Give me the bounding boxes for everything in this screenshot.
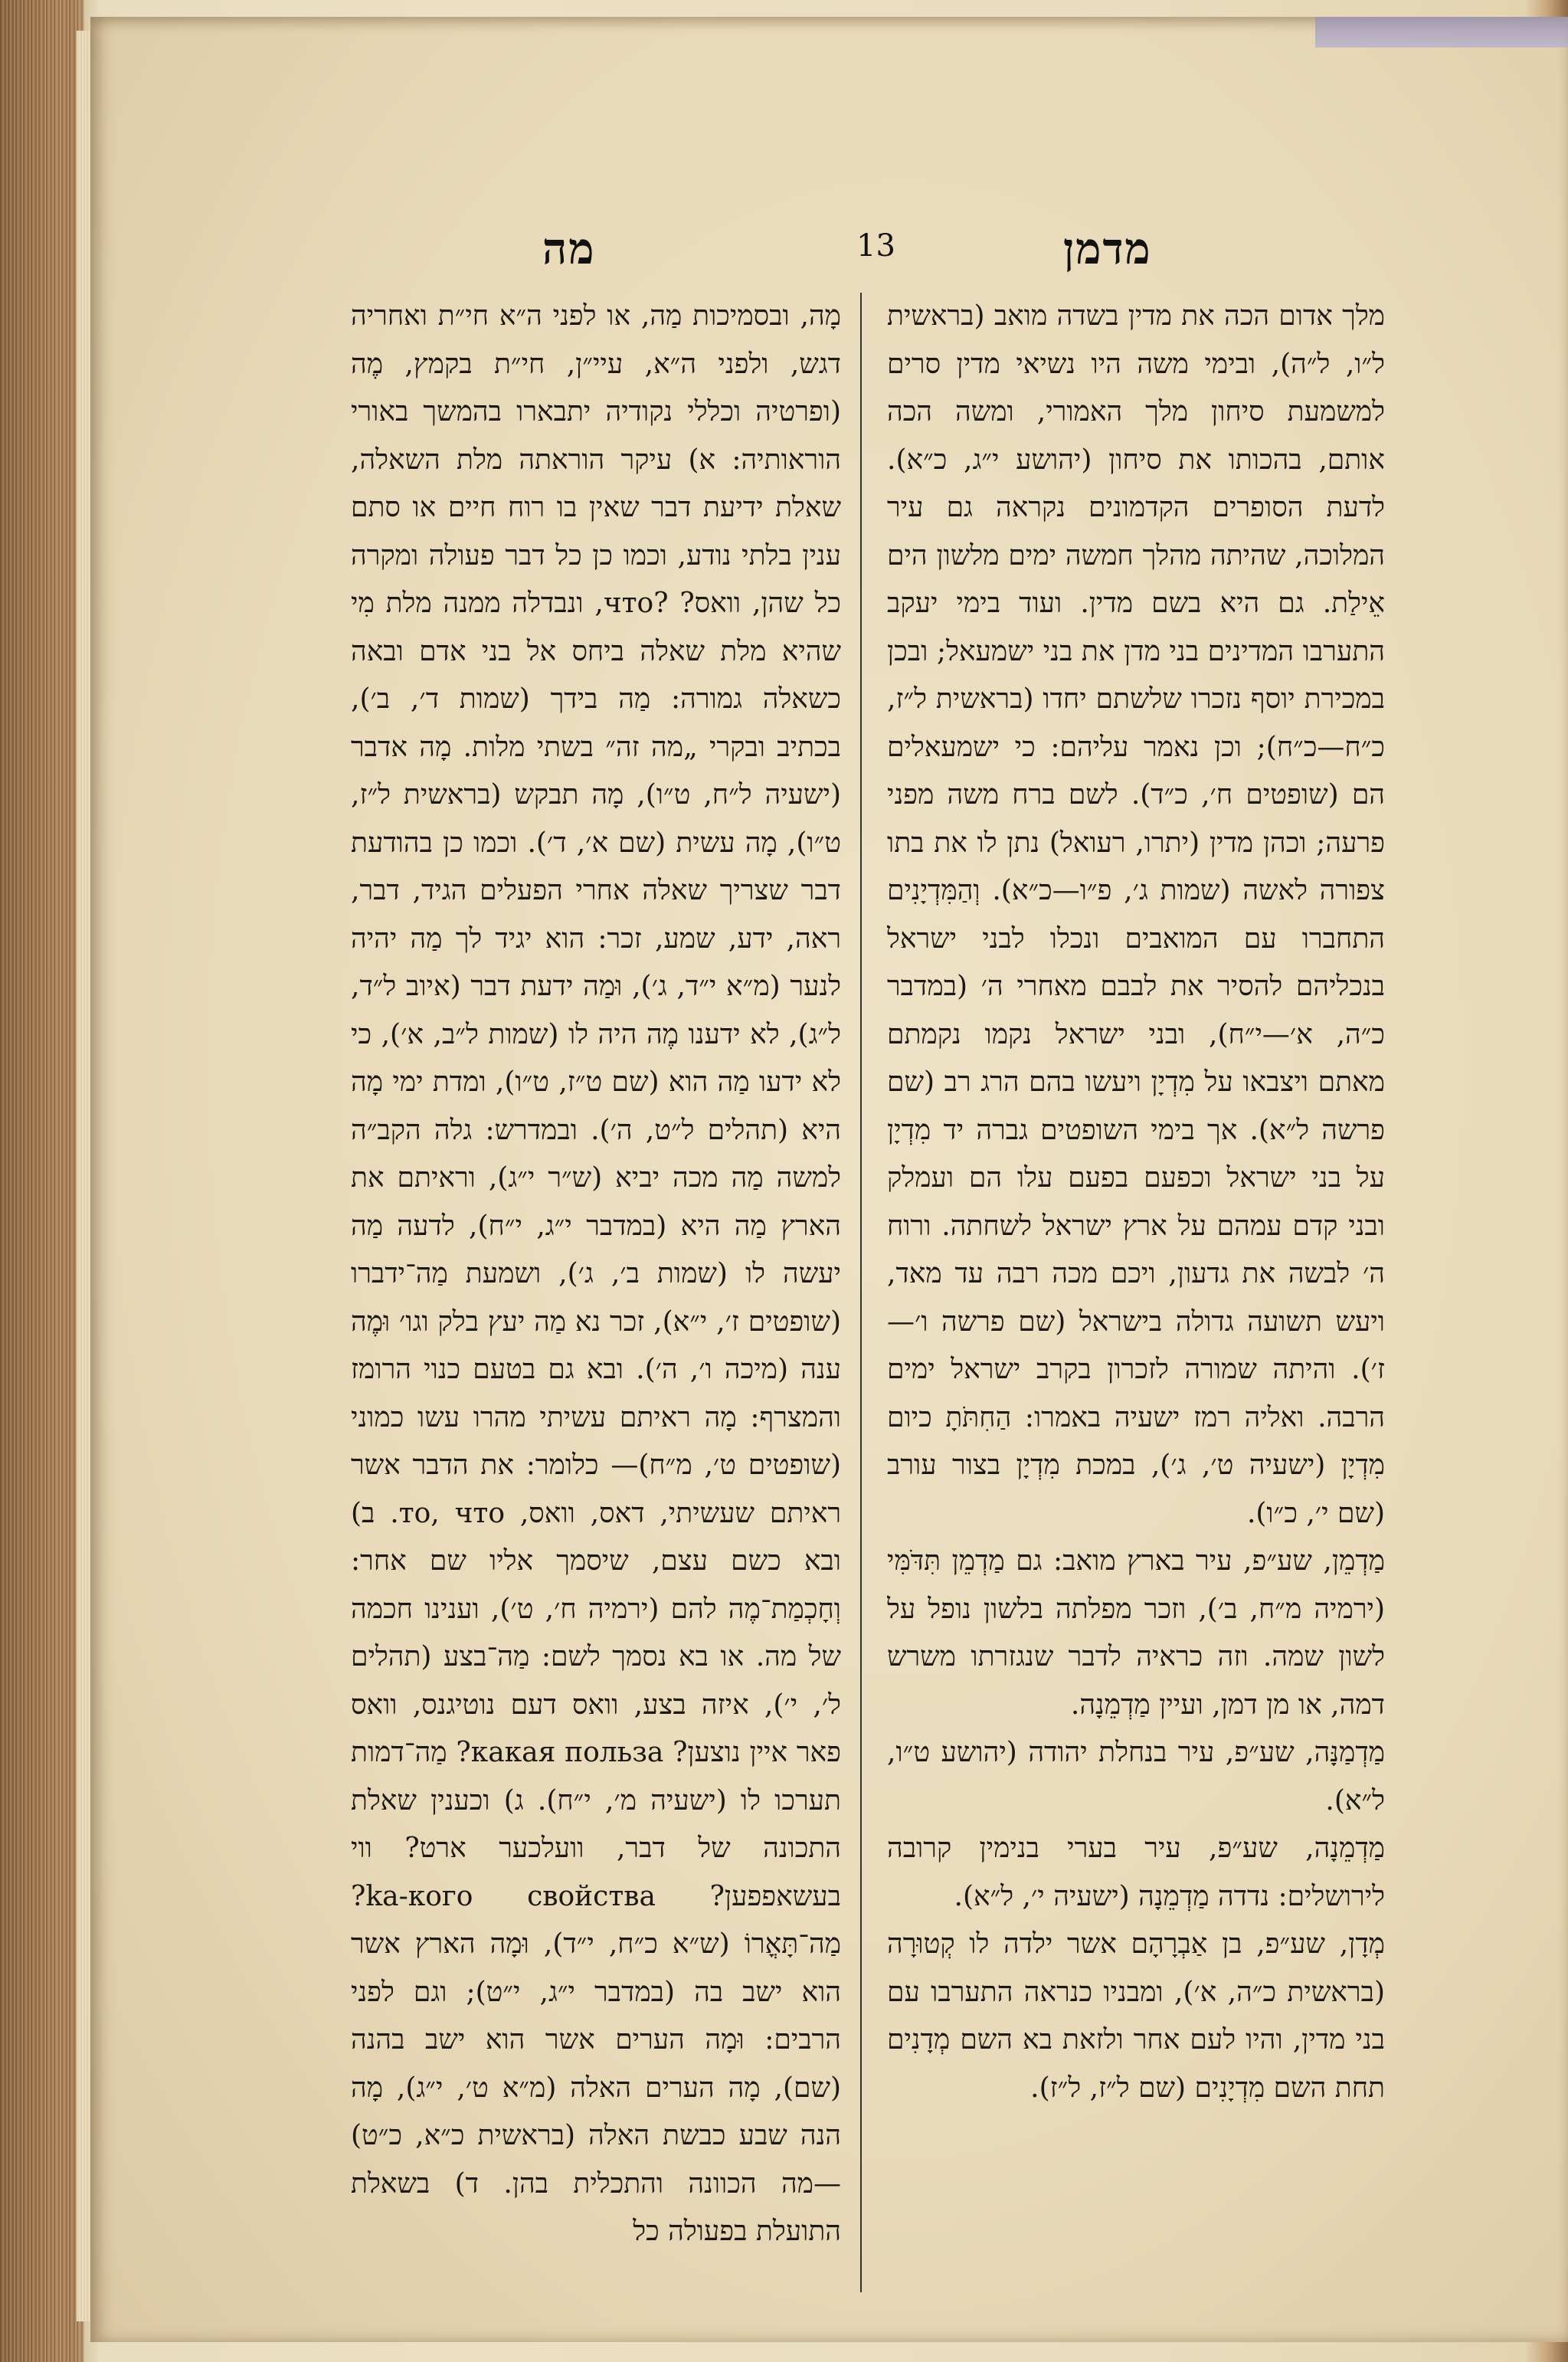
entry-mah: מָה, ובסמיכות מַה, או לפני ה״א חי״ת ואחריה דגש, ולפני ה״א, עיי״ן, חי״ת בקמץ, מֶה (ופרטיה וכללי נקודיה יתבארו בהמשך באורי הוראותיה: א) עיקר הוראתה מלת השאלה, שאלת ידיעת דבר שאין בו רוח חיים או סתם ענין בלתי נודע, וכמו כן כל דבר פעולה ומקרה כל שהן, וואס? ?что, ונבדלה ממנה מלת מִי שהיא מלת שאלה ביחס אל בני אדם ובאה כשאלה גמורה: מַה בידך (שמות ד׳, ב׳), בכתיב ובקרי „מה זה״ בשתי מלות. מָה אדבר (ישעיה ל״ח, ט״ו), מָה תבקש (בראשית ל״ז, ט״ו), מָה עשית (שם א׳, ד׳). וכמו כן בהודעת דבר שצריך שאלה אחרי הפעלים הגיד, דבר, ראה, ידע, שמע, זכר: הוא יגיד לך מַה יהיה לנער (מ״א י״ד, ג׳), וּמַה ידעת דבר (איוב ל״ד, ל״ג), לא ידענו מֶה היה לו (שמות ל״ב, א׳), כי לא ידעו מַה הוא (שם ט״ז, ט״ו), ומדת ימי מָה היא (תהלים ל״ט, ה׳). ובמדרש: גלה הקב״ה למשה מַה מכה יביא (ש״ר י״ג), וראיתם את הארץ מַה היא (במדבר י״ג, י״ח), לדעה מַה יעשה לו (שמות ב׳, ג׳), ושמעת מַה־ידברו (שופטים ז׳, י״א), זכר נא מַה יעץ בלק וגו׳ וּמֶה ענה (מיכה ו׳, ה׳). ובא גם בטעם כנוי הרומז והמצרף: מָה ראיתם עשיתי מהרו עשו כמוני (שופטים ט׳, מ״ח)— כלומר: את הדבר אשר ראיתם שעשיתי, דאס, וואס, то, что. ב) ובא כשם עצם, שיסמך אליו שם אחר: וְחָכְמַת־מֶה להם (ירמיה ח׳, ט׳), וענינו חכמה של מה. או בא נסמך לשם: מַה־בצע (תהלים ל׳, י׳), איזה בצע, וואס דעם נוטיגנס, וואס פאר איין נוצען? какая польза? מַה־דמות תערכו לו (ישעיה מ׳, י״ח). ג) וכענין שאלת התכונה של דבר, וועלכער ארט? ווי בעשאפפען? ka-кого свойства? מַה־תָּאֳרוֹ (ש״א כ״ח, י״ד), וּמָה הארץ אשר הוא ישב בה (במדבר י״ג, י״ט); וגם לפני הרבים: וּמָה הערים אשר הוא ישב בהנה (שם), מָה הערים האלה (מ״א ט׳, י״ג), מָה הנה שבע כבשת האלה (בראשית כ״א, כ״ט)—מה הכוונה והתכלית בהן. ד) בשאלת התועלת בפעולה כל <box>351 300 841 2247</box>
book-page <box>90 17 1568 2342</box>
entry-madmen: מַדְמֵן, שע״פ, עיר בארץ מואב: גם מַדְמֵן תִּדֹּמִּי (ירמיה מ״ח, ב׳), וזכר מפלתה בלשון נופל על לשון שמה. וזה כראיה לדבר שנגזרתו משרש דמה, או מן דמן, ועיין מַדְמֵנָה. <box>887 1545 1385 1721</box>
page-header <box>90 224 1568 285</box>
column-divider <box>860 293 862 2292</box>
right-column <box>887 293 1385 2285</box>
entry-madmannah: מַדְמַנָּה, שע״פ, עיר בנחלת יהודה (יהושע ט״ו, ל״א). <box>887 1737 1385 1817</box>
entry-midian-continued: מלך אדום הכה את מדין בשדה מואב (בראשית ל״ו, ל״ה), ובימי משה היו נשיאי מדין סרים למשמעת סיחון מלך האמורי, ומשה הכה אותם, בהכותו את סיחון (יהושע י״ג, כ״א). לדעת הסופרים הקדמונים נקראה גם עיר המלוכה, שהיתה מהלך חמשה ימים מלשון הים אֵילַת. גם היא בשם מדין. ועוד בימי יעקב התערבו המדינים בני מדן את בני ישמעאל; ובכן במכירת יוסף נזכרו שלשתם יחדו (בראשית ל״ז, כ״ח—כ״ח); וכן נאמר עליהם: כי ישמעאלים הם (שופטים ח׳, כ״ד). לשם ברח משה מפני פרעה; וכהן מדין (יתרו, רעואל) נתן לו את בתו צפורה לאשה (שמות ג׳, פ״ו—כ״א). וְהַמִּדְיָנִים התחברו עם המואבים ונכלו לבני ישראל בנכליהם להסיר את לבבם מאחרי ה׳ (במדבר כ״ה, א׳—י״ח), ובני ישראל נקמו נקמתם מאתם ויצבאו על מִדְיָן ויעשו בהם הרג רב (שם פרשה ל״א). אך בימי השופטים גברה יד מִדְיָן על בני ישראל וכפעם בפעם עלו הם ועמלק ובני קדם עמהם על ארץ ישראל לשחתה. ורוח ה׳ לבשה את גדעון, ויכם מכה רבה עד מאד, ויעש תשועה גדולה בישראל (שם פרשה ו׳—ז׳). והיתה שמורה לזכרון בקרב ישראל ימים הרבה. ואליה רמז ישעיה באמרו: הַחִתֹּתָ כיום מִדְיָן (ישעיה ט׳, ג׳), במכת מִדְיָן בצור עורב (שם י׳, כ״ו). <box>887 300 1385 1529</box>
page-tab <box>1315 17 1568 48</box>
book-spine <box>0 0 84 2362</box>
header-right-word: מדמן <box>1063 224 1152 274</box>
left-column <box>351 293 841 2285</box>
entry-medan: מְדָן, שע״פ, בן אַבְרָהָם אשר ילדה לו קְטוּרָה (בראשית כ״ה, א׳), ומבניו כנראה התערבו עם בני מדין, והיו לעם אחר ולזאת בא השם מְדָנִים תחת השם מִדְיָנִים (שם ל״ז, ל״ז). <box>887 1928 1385 2104</box>
entry-madmenah: מַדְמֵנָה, שע״פ, עיר בערי בנימין קרובה לירושלים: נדדה מַדְמֵנָה (ישעיה י׳, ל״א). <box>887 1833 1385 1912</box>
header-left-word: מה <box>542 224 596 274</box>
page-edges <box>77 31 92 2321</box>
page-number: 13 <box>856 228 895 264</box>
